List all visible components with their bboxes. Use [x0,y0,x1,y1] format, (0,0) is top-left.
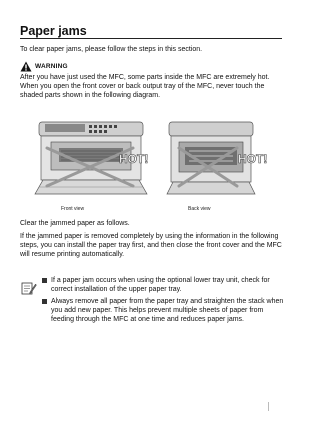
square-bullet-icon [42,276,51,281]
note-item [42,297,284,325]
warning-heading [20,60,68,72]
intro-text: To clear paper jams, please follow the steps in this section. [20,46,203,53]
section-title: Paper jams [20,24,87,38]
clear-intro-text: Clear the jammed paper as follows. [20,220,130,227]
note-item [42,276,284,294]
note-text: Always remove all paper from the paper tray and straighten the stack when you add new paper. This helps prevent multiple sheets of paper from feeding through the MFC at one time and reduces paper jams. [51,298,284,324]
hot-label-back: HOT! [238,152,268,166]
hot-label-front: HOT! [119,152,149,166]
square-bullet-icon [42,297,51,302]
note-pencil-icon [21,281,37,295]
clear-detail-text: If the jammed paper is removed completely by using the information in the following steps, you can install the paper tray first, and then close the front cover and the MFC will resume printing automatically. [20,233,282,259]
warning-label: WARNING [35,62,68,70]
page-marker [268,402,271,411]
caption-back-view: Back view [188,206,211,212]
front-view-machine [35,122,148,194]
warning-triangle-icon [20,61,32,72]
hot-parts-diagram [33,110,273,215]
title-divider [20,38,282,39]
note-text: If a paper jam occurs when using the optional lower tray unit, check for correct installation of the upper paper tray. [51,277,270,294]
back-view-machine [167,122,267,194]
caption-front-view: Front view [61,206,85,212]
warning-text: After you have just used the MFC, some parts inside the MFC are extremely hot. When you open the front cover or back output tray of the MFC, never touch the shaded parts shown in the following diagram. [20,74,270,100]
